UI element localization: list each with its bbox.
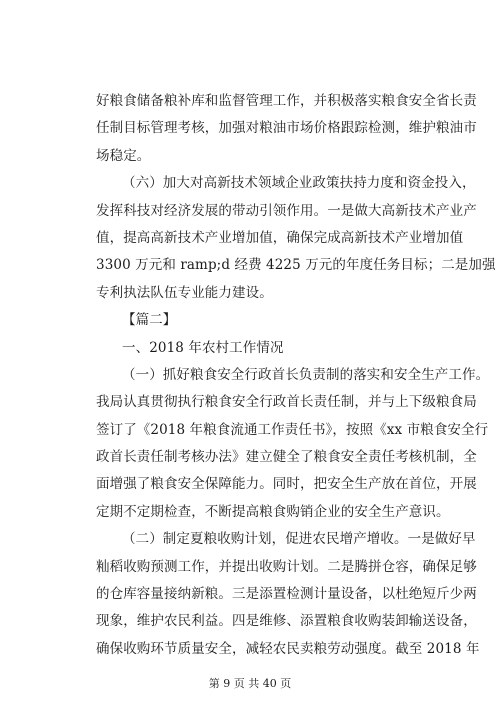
section-heading: 【篇二】 (122, 312, 177, 329)
document-body (96, 88, 496, 663)
text-line: 任制目标管理考核，加强对粮油市场价格跟踪检测，维护粮油市 (96, 120, 477, 137)
text-line: 场稳定。 (96, 147, 151, 164)
text-line: 现象，维护农民利益。四是维修、添置粮食收购装卸输送设备， (96, 613, 477, 630)
subsection-heading: 一、2018 年农村工作情况 (122, 339, 284, 356)
text-line: 签订了《2018 年粮食流通工作责任书》，按照《xx 市粮食安全行 (96, 421, 489, 438)
text-line: 我局认真贯彻执行粮食安全行政首长责任制，并与上下级粮食局 (96, 394, 477, 411)
paragraph-start-line: （六）加大对高新技术领域企业政策扶持力度和资金投入， (122, 175, 476, 192)
text-line: 值，提高高新技术产业增加值，确保完成高新技术产业增加值 (96, 229, 464, 246)
paragraph-start-line: （二）制定夏粮收购计划，促进农民增产增收。一是做好早 (122, 531, 476, 548)
text-line: 3300 万元和 ramp;d 经费 4225 万元的年度任务目标；二是加强 (96, 257, 496, 274)
text-line: 确保收购环节质量安全，减轻农民卖粮劳动强度。截至 2018 年 (96, 640, 480, 657)
page-number-footer: 第 9 页 共 40 页 (208, 677, 292, 690)
text-line: 政首长责任制考核办法》建立健全了粮食安全责任考核机制，全 (96, 449, 477, 466)
text-line: 籼稻收购预测工作，并提出收购计划。二是腾拼仓容，确保足够 (96, 558, 477, 575)
text-line: 发挥科技对经济发展的带动引领作用。一是做大高新技术产业产 (96, 202, 477, 219)
text-line: 的仓库容量接纳新粮。三是添置检测计量设备，以杜绝短斤少两 (96, 586, 477, 603)
paragraph-start-line: （一）抓好粮食安全行政首长负责制的落实和安全生产工作。 (122, 366, 490, 383)
text-line: 定期不定期检查，不断提高粮食购销企业的安全生产意识。 (96, 503, 450, 520)
text-line: 面增强了粮食安全保障能力。同时，把安全生产放在首位，开展 (96, 476, 477, 493)
text-line: 好粮食储备粮补库和监督管理工作，并积极落实粮食安全省长责 (96, 93, 477, 109)
text-line: 专利执法队伍专业能力建设。 (96, 284, 273, 301)
